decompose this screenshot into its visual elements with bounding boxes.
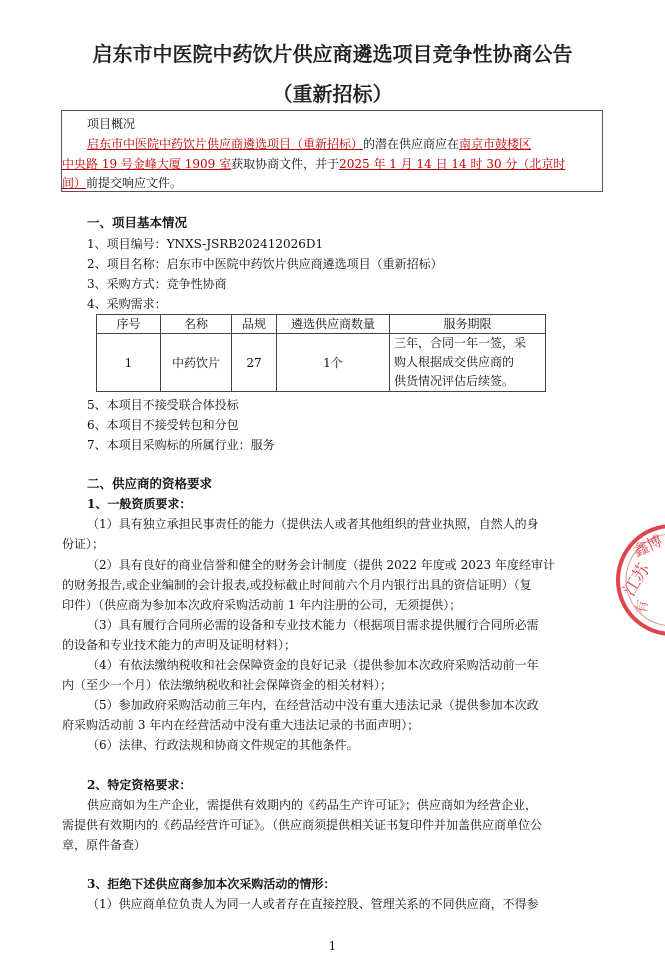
page-number: 1 (328, 939, 337, 953)
service-period-cell (390, 334, 546, 392)
req-3: （3）具有履行合同所必需的设备和专业技术能力（根据项目需求提供履行合同所必需 (87, 618, 539, 632)
req-4-cont: 内（至少一个月）依法缴纳税收和社会保障资金的相关材料）； (62, 678, 393, 692)
requirements-table (96, 314, 546, 392)
req-3-cont: 的设备和专业技术能力的声明及证明材料）； (62, 638, 297, 652)
specific-req-cont: 章，原件备查） (62, 838, 147, 852)
overview-text: 前提交响应文件。 (86, 176, 183, 190)
general-qualification-heading: 1、一般资质要求： (87, 497, 192, 511)
rejection-1: （1）供应商单位负责人为同一人或者存在直接控股、管理关系的不同供应商，不得参 (87, 897, 539, 911)
overview-location: 南京市鼓楼区 (459, 137, 532, 151)
req-2: （2）具有良好的商业信誉和健全的财务会计制度（提供 2022 年度或 2023 年度经审计 (87, 558, 555, 572)
svg-text:鑫博: 鑫博 (630, 531, 665, 561)
overview-line-2 (62, 156, 565, 172)
overview-project-name: 启东市中医院中药饮片供应商遴选项目（重新招标） (87, 137, 364, 151)
announcement-title: 启东市中医院中药饮片供应商遴选项目竞争性协商公告 (92, 42, 573, 66)
section-1-heading: 一、项目基本情况 (87, 215, 188, 230)
overview-address: 中央路 19 号金峰大厦 1909 室 (62, 157, 232, 171)
overview-line-1 (87, 136, 531, 152)
project-name: 2、项目名称：启东市中医院中药饮片供应商遴选项目（重新招标） (87, 257, 443, 271)
no-subcontract: 6、本项目不接受转包和分包 (87, 418, 239, 432)
req-5: （5）参加政府采购活动前三年内，在经营活动中没有重大违法记录（提供参加本次政 (87, 698, 539, 712)
rejection-heading: 3、拒绝下述供应商参加本次采购活动的情形： (87, 877, 336, 891)
table-cell: 1 (97, 334, 161, 392)
overview-deadline: 2025 年 1 月 14 日 14 时 30 分（北京时 (339, 157, 566, 171)
req-1: （1）具有独立承担民事责任的能力（提供法人或者其他组织的营业执照，自然人的身 (87, 517, 539, 531)
table-header: 品规 (232, 315, 277, 334)
table-cell: 中药饮片 (161, 334, 232, 392)
table-cell: 1个 (277, 334, 390, 392)
overview-text: 获取协商文件，并于 (231, 157, 340, 171)
table-header: 服务期限 (390, 315, 546, 334)
table-header: 遴选供应商数量 (277, 315, 390, 334)
announcement-subtitle: （重新招标） (272, 82, 393, 106)
official-seal-stamp (612, 520, 665, 640)
req-1-cont: 份证）； (62, 537, 105, 551)
specific-qualification-heading: 2、特定资格要求： (87, 778, 192, 792)
no-consortium: 5、本项目不接受联合体投标 (87, 398, 239, 412)
specific-req-cont: 需提供有效期内的《药品经营许可证》。（供应商须提供相关证书复印件并加盖供应商单位公 (62, 818, 543, 832)
req-2-cont: 的财务报告,或企业编制的会计报表,或投标截止时间前六个月内银行出具的资信证明）（复 (62, 578, 532, 592)
overview-text: 的潜在供应商应在 (363, 137, 460, 151)
table-header: 序号 (97, 315, 161, 334)
req-2-cont: 印件）（供应商为参加本次政府采购活动前 1 年内注册的公司，无须提供）； (62, 598, 462, 612)
table-row (97, 334, 546, 392)
req-5-cont: 府采购活动前 3 年内在经营活动中没有重大违法记录的书面声明）； (62, 718, 420, 732)
industry: 7、本项目采购标的所属行业：服务 (87, 438, 275, 452)
req-6: （6）法律、行政法规和协商文件规定的其他条件。 (87, 738, 359, 752)
procurement-method: 3、采购方式：竞争性协商 (87, 277, 227, 291)
specific-req: 供应商如为生产企业，需提供有效期内的《药品生产许可证》；供应商如为经营企业， (87, 798, 538, 812)
table-header-row (97, 315, 546, 334)
overview-line-3 (62, 175, 182, 191)
svg-text:有: 有 (633, 598, 652, 616)
project-number: 1、项目编号：YNXS-JSRB202412026D1 (87, 237, 324, 251)
overview-deadline-end: 间） (62, 176, 87, 190)
table-cell: 27 (232, 334, 277, 392)
table-header: 名称 (161, 315, 232, 334)
section-2-heading: 二、供应商的资格要求 (87, 476, 213, 491)
svg-text:江苏: 江苏 (619, 560, 655, 600)
service-period-line: 三年，合同一年一签，采 (394, 336, 527, 350)
service-period-line: 购人根据成交供应商的 (394, 355, 515, 369)
procurement-requirements: 4、采购需求： (87, 297, 167, 311)
overview-heading: 项目概况 (87, 117, 136, 131)
service-period-line: 供货情况评估后续签。 (394, 374, 515, 388)
req-4: （4）有依法缴纳税收和社会保障资金的良好记录（提供参加本次政府采购活动前一年 (87, 658, 539, 672)
